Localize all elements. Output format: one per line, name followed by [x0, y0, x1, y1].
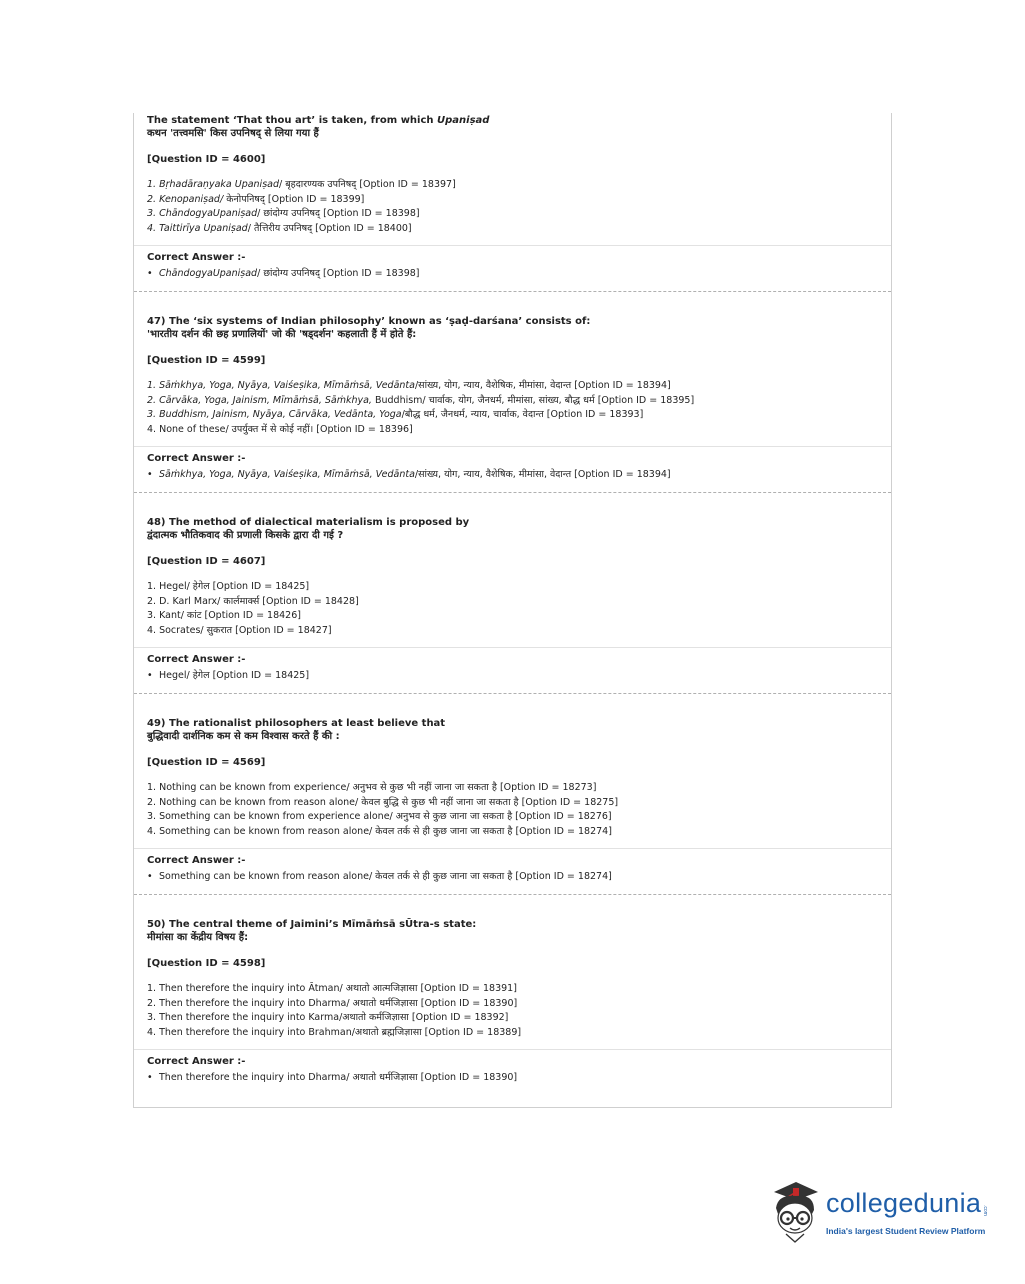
- option-item: 2. Nothing can be known from reason alone/ केवल बुद्धि से कुछ भी नहीं जाना जा सकता है [Option ID = 18275]: [147, 796, 619, 808]
- option-item: 1. Nothing can be known from experience/ अनुभव से कुछ भी नहीं जाना जा सकता है [Option ID = 18273]: [147, 782, 597, 793]
- correct-answer: • Something can be known from reason alone/ केवल तर्क से ही कुछ जाना जा सकता है [Option ID = 18274]: [147, 870, 612, 882]
- option-item: 3. Then therefore the inquiry into Karma/अथातो कर्मजिज्ञासा [Option ID = 18392]: [147, 1012, 509, 1024]
- question-block-49: [134, 717, 891, 884]
- question-block-48: [134, 516, 891, 683]
- question-separator: [134, 693, 891, 694]
- question-title-hindi: द्वंदात्मक भौतिकवाद की प्रणाली किसके द्वारा दी गई ?: [147, 530, 344, 541]
- question-title: The statement ‘That thou art’ is taken, from which Upaniṣad: [147, 115, 490, 126]
- correct-answer-label: Correct Answer :-: [147, 452, 246, 464]
- option-item: 1. Sāṁkhya, Yoga, Nyāya, Vaiśeṣika, Mīmāṁsā, Vedānta/सांख्य, योग, न्याय, वैशेषिक, मीमांसा, वेदान्त [Option ID = 18394]: [147, 380, 671, 391]
- correct-answer-label: Correct Answer :-: [147, 653, 246, 665]
- options-list: [147, 580, 891, 639]
- question-id: [Question ID = 4607]: [147, 556, 266, 567]
- option-item: 4. Taittirīya Upaniṣad/ तैत्तिरीय उपनिषद् [Option ID = 18400]: [147, 223, 412, 235]
- correct-answer: • ChāndogyaUpaniṣad/ छांदोग्य उपनिषद् [Option ID = 18398]: [147, 267, 420, 279]
- question-separator: [134, 492, 891, 493]
- options-list: [147, 178, 891, 237]
- correct-answer-label: Correct Answer :-: [147, 1055, 246, 1067]
- question-block-50: [134, 918, 891, 1085]
- question-id: [Question ID = 4600]: [147, 154, 266, 165]
- divider: [134, 446, 891, 447]
- option-item: 2. Kenopaniṣad/ केनोपनिषद् [Option ID = 18399]: [147, 193, 365, 205]
- question-separator: [134, 894, 891, 895]
- question-id: [Question ID = 4569]: [147, 757, 266, 768]
- option-item: 1. Bṛhadāraṇyaka Upaniṣad/ बृहदारण्यक उपनिषद् [Option ID = 18397]: [147, 179, 456, 190]
- divider: [134, 245, 891, 246]
- option-item: 3. Kant/ कांट [Option ID = 18426]: [147, 610, 301, 622]
- question-title: 50) The central theme of Jaimini’s Mīmāṁsā sŪtra-s state:: [147, 919, 477, 930]
- logo-tagline: India's largest Student Review Platform: [826, 1226, 986, 1236]
- correct-answer-label: Correct Answer :-: [147, 251, 246, 263]
- logo-domain-suffix: .com: [982, 1205, 988, 1216]
- option-item: 1. Then therefore the inquiry into Ātman/ अथातो आत्मजिज्ञासा [Option ID = 18391]: [147, 983, 517, 994]
- question-block-47: [134, 315, 891, 482]
- option-item: 3. Buddhism, Jainism, Nyāya, Cārvāka, Vedānta, Yoga/बौद्ध धर्म, जैनधर्म, न्याय, चार्वाक, वेदान्त [Option ID = 18393]: [147, 409, 644, 421]
- option-item: 2. Then therefore the inquiry into Dharma/ अथातो धर्मजिज्ञासा [Option ID = 18390]: [147, 997, 518, 1009]
- correct-answer: • Hegel/ हेगेल [Option ID = 18425]: [147, 669, 310, 681]
- question-id: [Question ID = 4599]: [147, 355, 266, 366]
- option-item: 2. D. Karl Marx/ कार्लमार्क्स [Option ID = 18428]: [147, 595, 359, 607]
- option-item: 3. ChāndogyaUpaniṣad/ छांदोग्य उपनिषद् [Option ID = 18398]: [147, 208, 420, 220]
- student-mascot-icon: [766, 1178, 824, 1248]
- divider: [134, 848, 891, 849]
- question-title-hindi: मीमांसा का केंद्रीय विषय हैं:: [147, 932, 249, 943]
- question-separator: [134, 291, 891, 292]
- option-item: 4. Then therefore the inquiry into Brahman/अथातो ब्रह्मजिज्ञासा [Option ID = 18389]: [147, 1027, 522, 1039]
- question-title-hindi: कथन 'तत्त्वमसि' किस उपनिषद् से लिया गया हैं: [147, 128, 319, 139]
- correct-answer-label: Correct Answer :-: [147, 854, 246, 866]
- correct-answer: • Then therefore the inquiry into Dharma/ अथातो धर्मजिज्ञासा [Option ID = 18390]: [147, 1071, 518, 1083]
- divider: [134, 1049, 891, 1050]
- question-id: [Question ID = 4598]: [147, 958, 266, 969]
- logo-wordmark: collegedunia: [826, 1188, 982, 1218]
- divider: [134, 647, 891, 648]
- option-item: 4. Socrates/ सुकरात [Option ID = 18427]: [147, 625, 332, 637]
- option-item: 3. Something can be known from experience alone/ अनुभव से कुछ जाना जा सकता है [Option ID = 18276]: [147, 811, 612, 823]
- option-item: 4. Something can be known from reason alone/ केवल तर्क से ही कुछ जाना जा सकता है [Option ID = 18274]: [147, 826, 612, 838]
- options-list: [147, 781, 891, 840]
- question-title-hindi: बुद्धिवादी दार्शनिक कम से कम विश्वास करते हैं की :: [147, 731, 340, 742]
- collegedunia-logo[interactable]: [766, 1178, 991, 1248]
- question-title-hindi: 'भारतीय दर्शन की छह प्रणालियों' जो की 'षड्दर्शन' कहलाती हैं में होते हैं:: [147, 329, 417, 340]
- correct-answer: • Sāṁkhya, Yoga, Nyāya, Vaiśeṣika, Mīmāṁsā, Vedānta/सांख्य, योग, न्याय, वैशेषिक, मीमांसा, वेदान्त [Option ID = 18394]: [147, 468, 671, 480]
- question-title: 47) The ‘six systems of Indian philosophy’ known as ‘ṣaḍ-darśana’ consists of:: [147, 316, 591, 327]
- question-sheet: [133, 113, 892, 1108]
- option-item: 1. Hegel/ हेगेल [Option ID = 18425]: [147, 581, 310, 592]
- options-list: [147, 982, 891, 1041]
- question-block-46: [134, 114, 891, 281]
- options-list: [147, 379, 891, 438]
- question-title: 48) The method of dialectical materialism is proposed by: [147, 517, 470, 528]
- question-title: 49) The rationalist philosophers at least believe that: [147, 718, 446, 729]
- option-item: 4. None of these/ उपर्युक्त में से कोई नहीं। [Option ID = 18396]: [147, 424, 413, 436]
- option-item: 2. Cārvāka, Yoga, Jainism, Mīmāṁsā, Sāṁkhya, Buddhism/ चार्वाक, योग, जैनधर्म, मीमांसा, सांख्य, बौद्ध धर्म [Option ID = 18395]: [147, 394, 695, 406]
